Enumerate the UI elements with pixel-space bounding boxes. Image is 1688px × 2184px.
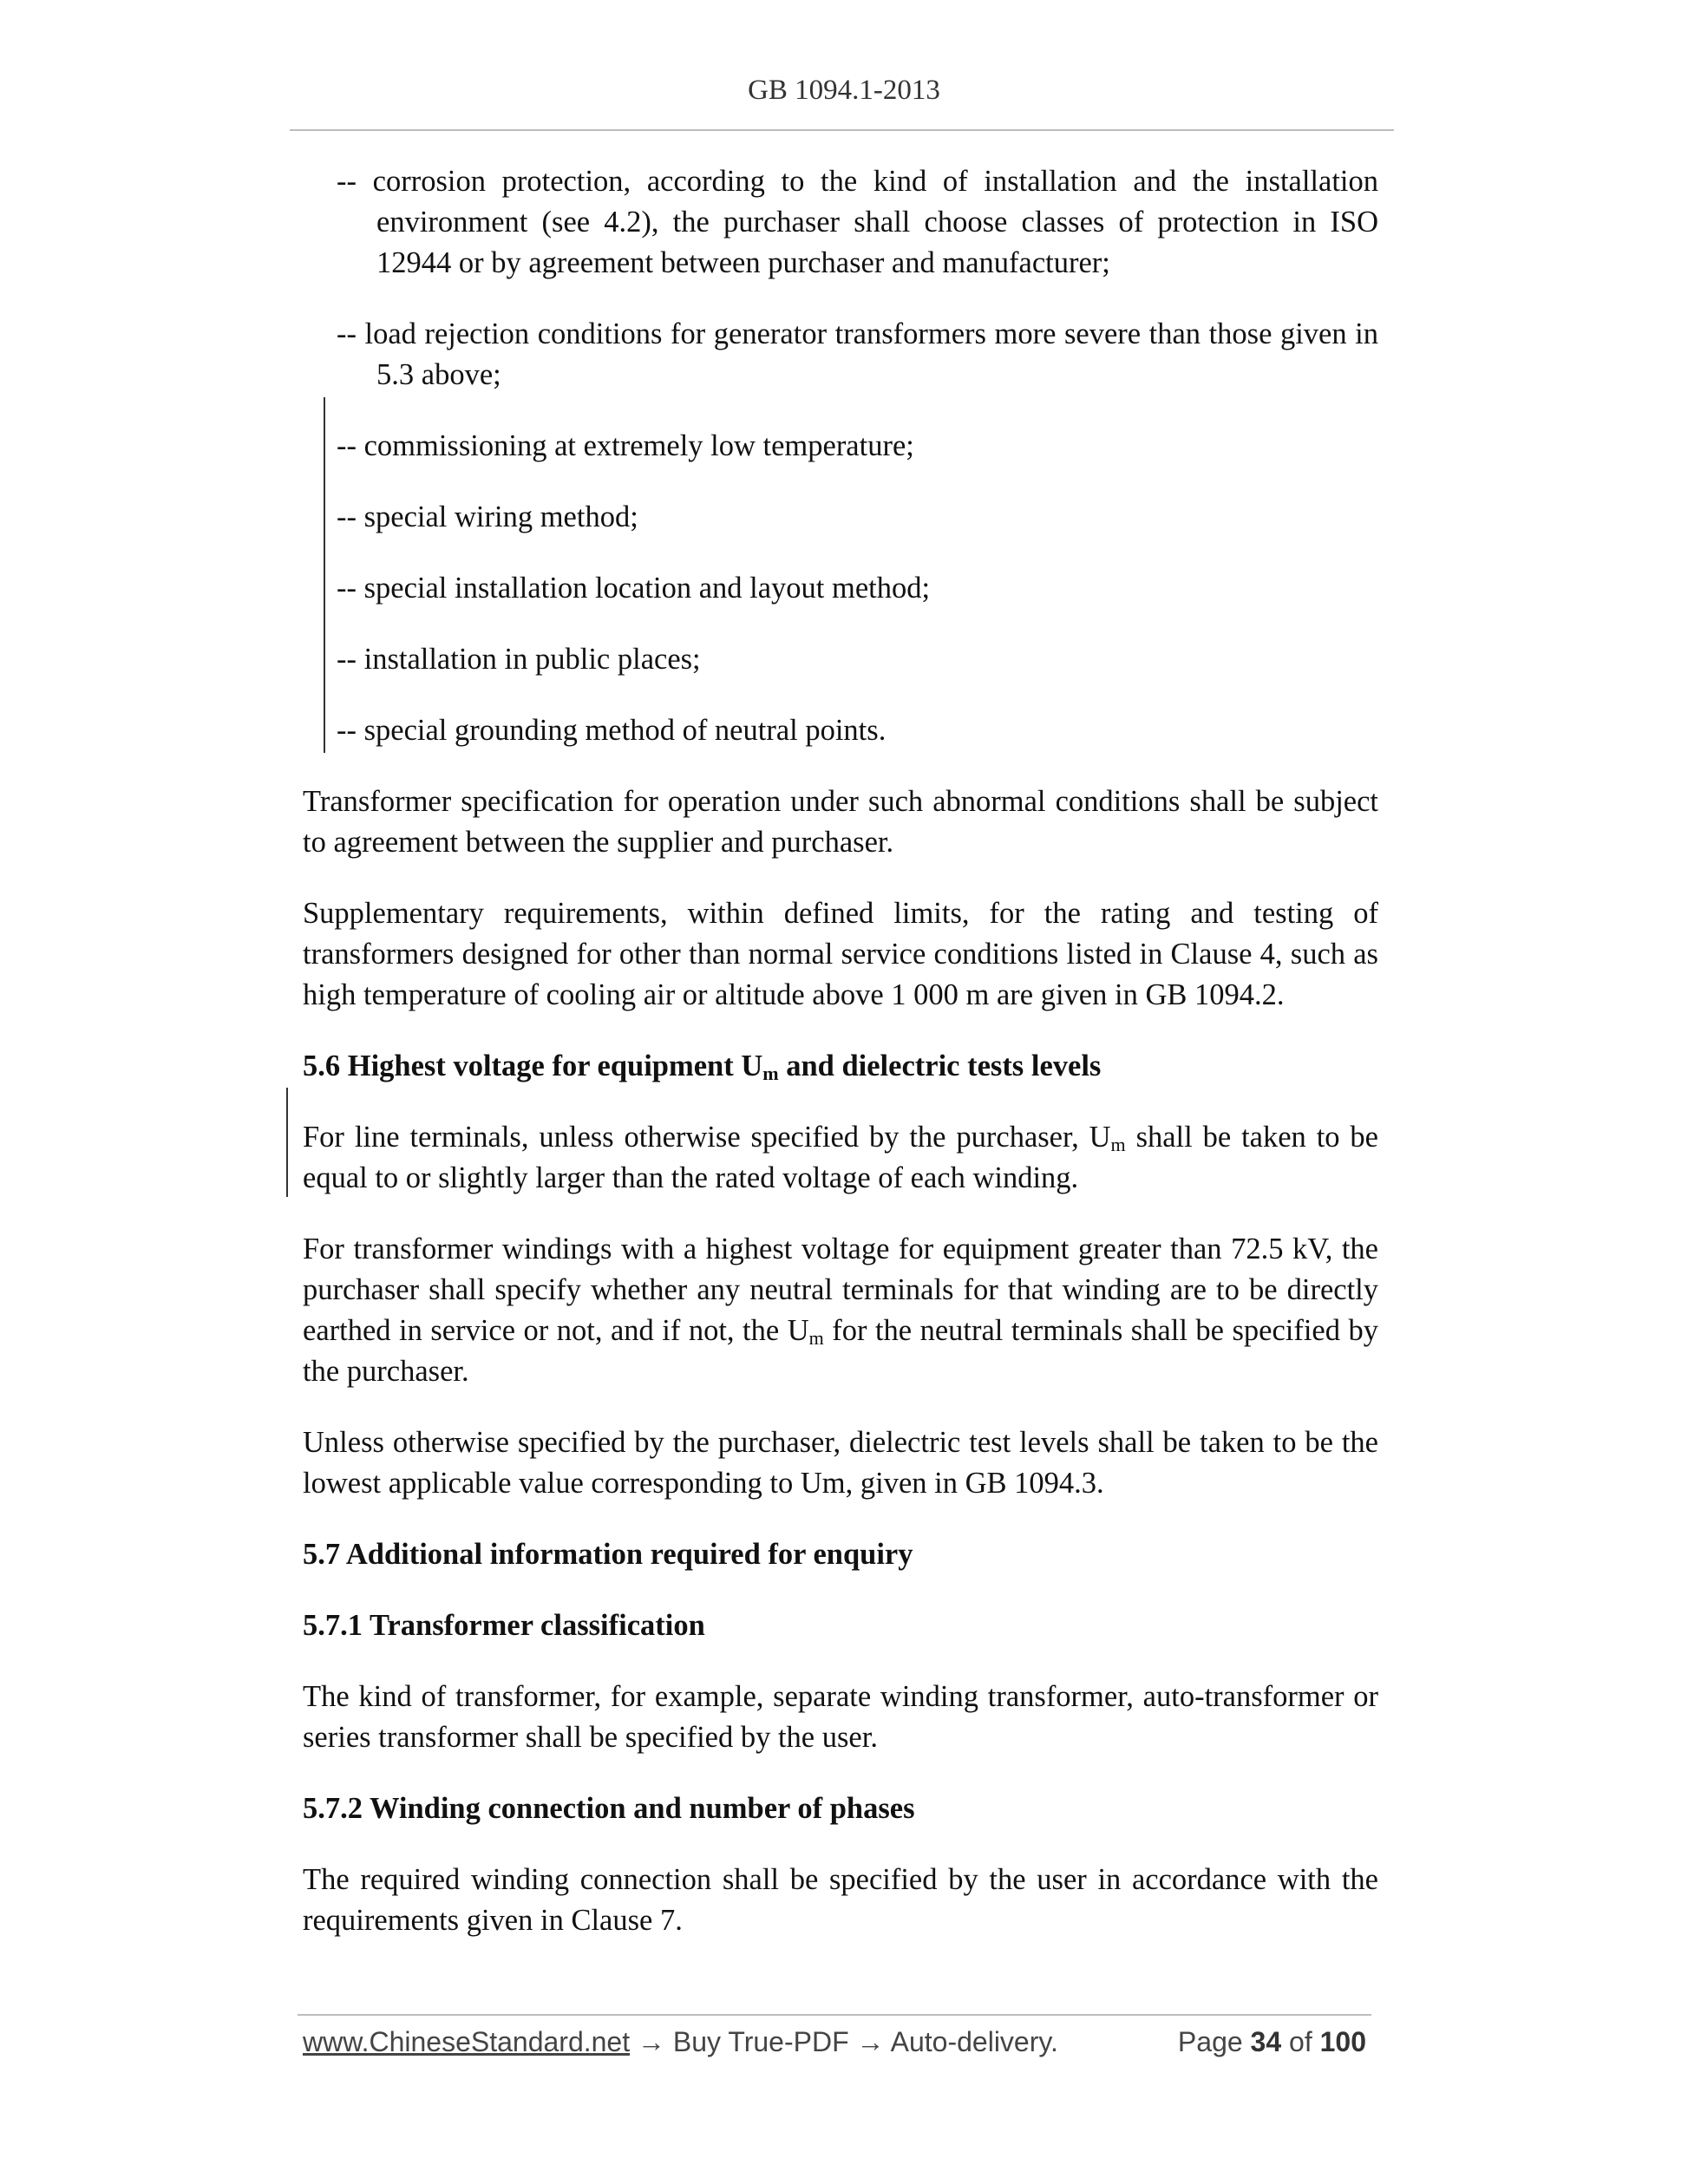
of-label: of xyxy=(1289,2026,1312,2057)
section-heading-5-6: 5.6 Highest voltage for equipment $U_m$ and dielectric tests levels xyxy=(303,1049,1102,1084)
site-link[interactable]: www.ChineseStandard.net xyxy=(303,2026,631,2057)
section-heading-5-7: 5.7 Additional information required for enquiry xyxy=(303,1538,913,1571)
current-page-number: 34 xyxy=(1250,2026,1282,2057)
document-body xyxy=(303,161,1378,1971)
subsection-heading-5-7-2: 5.7.2 Winding connection and number of phases xyxy=(303,1792,915,1825)
page-indicator xyxy=(1178,2026,1366,2058)
paragraph-neutral-terminals: For transformer windings with a highest voltage for equipment greater than 72.5 kV, the purchaser shall specify whether any neutral terminals for that winding are to be directly earthed in service or not, and if not, the $U_m$ for the neutral terminals shall be specified by the purchaser. xyxy=(303,1233,1378,1388)
page-footer xyxy=(303,2026,1371,2070)
page-header: GB 1094.1-2013 xyxy=(748,75,940,106)
paragraph-dielectric-levels: Unless otherwise specified by the purchaser, dielectric test levels shall be taken to be the lowest applicable value corresponding to Um, given in GB 1094.3. xyxy=(303,1426,1378,1500)
arrow-icon: → xyxy=(856,2026,885,2057)
footer-divider xyxy=(298,2014,1371,2016)
arrow-icon: → xyxy=(638,2026,665,2057)
header-divider xyxy=(290,129,1394,131)
change-bar xyxy=(286,1088,288,1197)
list-item: -- special grounding method of neutral points. xyxy=(337,714,887,747)
paragraph-abnormal-conditions: Transformer specification for operation under such abnormal conditions shall be subject to agreement between the supplier and purchaser. xyxy=(303,785,1378,859)
list-item: -- special installation location and layout method; xyxy=(337,572,931,605)
list-item: -- load rejection conditions for generator transformers more severe than those given in 5.3 above; xyxy=(337,317,1378,391)
list-item: -- special wiring method; xyxy=(337,500,638,533)
page-label: Page xyxy=(1177,2026,1243,2057)
paragraph-winding-connection: The required winding connection shall be specified by the user in accordance with the requirements given in Clause 7. xyxy=(303,1863,1378,1937)
paragraph-supplementary: Supplementary requirements, within defined limits, for the rating and testing of transformers designed for other than normal service conditions listed in Clause 4, such as high temperature of cooling air or altitude above 1 000 m are given in GB 1094.2. xyxy=(303,897,1378,1011)
paragraph-classification: The kind of transformer, for example, separate winding transformer, auto-transformer or series transformer shall be specified by the user. xyxy=(303,1680,1378,1754)
list-item: -- installation in public places; xyxy=(337,643,701,676)
list-item: -- commissioning at extremely low temperature; xyxy=(337,429,914,462)
paragraph-line-terminals: For line terminals, unless otherwise specified by the purchaser, $U_m$ shall be taken to be equal to or slightly larger than the rated voltage of each winding. xyxy=(303,1121,1378,1194)
list-item: -- corrosion protection, according to the kind of installation and the installation environment (see 4.2), the purchaser shall choose classes of protection in ISO 12944 or by agreement between purchaser and manufacturer; xyxy=(337,165,1378,279)
subsection-heading-5-7-1: 5.7.1 Transformer classification xyxy=(303,1609,705,1642)
buy-pdf-text: Buy True-PDF xyxy=(672,2026,849,2057)
total-pages: 100 xyxy=(1319,2026,1366,2057)
delivery-text: Auto-delivery. xyxy=(890,2026,1058,2057)
